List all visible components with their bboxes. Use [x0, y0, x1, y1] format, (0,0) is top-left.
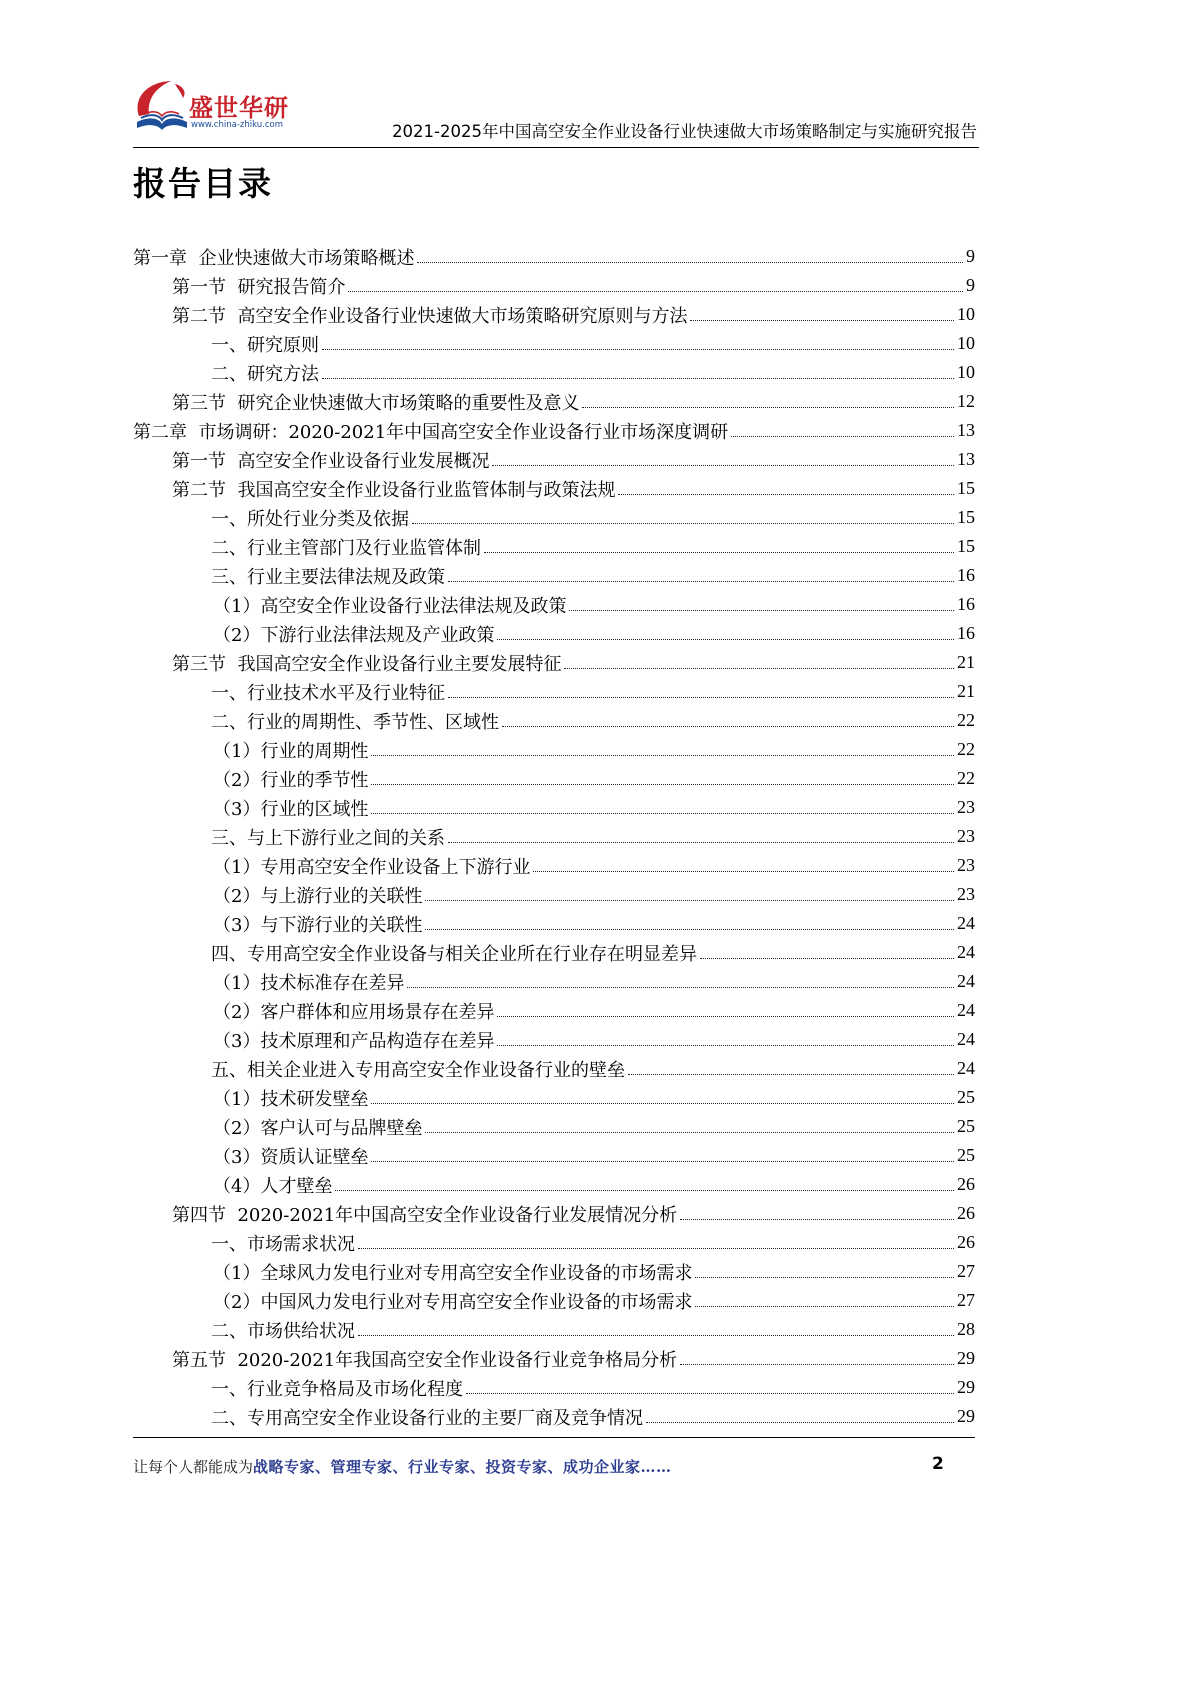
dot-leader — [690, 320, 954, 321]
toc-entry[interactable] — [133, 271, 975, 300]
dot-leader — [695, 1306, 954, 1307]
toc-entry[interactable] — [133, 300, 975, 329]
toc-entry-page-number: 10 — [957, 304, 975, 324]
toc-entry-page-number: 22 — [957, 710, 975, 730]
toc-entry-page-number: 24 — [957, 971, 975, 991]
toc-entry[interactable] — [133, 416, 975, 445]
dot-leader — [371, 813, 954, 814]
toc-entry-page-number: 25 — [957, 1087, 975, 1107]
toc-entry-page-number: 16 — [957, 623, 975, 643]
toc-entry-label: 第一章 企业快速做大市场策略概述 — [133, 247, 415, 269]
toc-entry[interactable] — [133, 1315, 975, 1344]
toc-entry[interactable] — [133, 1344, 975, 1373]
toc-entry-label: 四、专用高空安全作业设备与相关企业所在行业存在明显差异 — [211, 943, 697, 965]
toc-entry-page-number: 24 — [957, 942, 975, 962]
dot-leader — [417, 262, 963, 263]
dot-leader — [497, 1016, 954, 1017]
toc-entry-label: （3）行业的区域性 — [213, 798, 369, 820]
toc-entry[interactable] — [133, 619, 975, 648]
toc-entry-label: （2）客户群体和应用场景存在差异 — [213, 1001, 495, 1023]
toc-entry[interactable] — [133, 590, 975, 619]
toc-entry[interactable] — [133, 880, 975, 909]
toc-entry[interactable] — [133, 938, 975, 967]
toc-entry-page-number: 29 — [957, 1348, 975, 1368]
toc-entry-page-number: 29 — [957, 1377, 975, 1397]
toc-entry-label: （1）技术标准存在差异 — [213, 972, 405, 994]
dot-leader — [497, 1045, 954, 1046]
dot-leader — [425, 929, 954, 930]
toc-entry-label: 一、研究原则 — [211, 334, 319, 356]
toc-entry-label: 二、研究方法 — [211, 363, 319, 385]
toc-entry-label: 第四节 2020-2021年中国高空安全作业设备行业发展情况分析 — [172, 1204, 678, 1226]
toc-entry[interactable] — [133, 561, 975, 590]
dot-leader — [358, 1248, 954, 1249]
toc-entry[interactable] — [133, 1228, 975, 1257]
toc-entry-label: （1）行业的周期性 — [213, 740, 369, 762]
dot-leader — [569, 610, 954, 611]
toc-entry-label: 第二节 高空安全作业设备行业快速做大市场策略研究原则与方法 — [172, 305, 688, 327]
dot-leader — [407, 987, 954, 988]
toc-entry[interactable] — [133, 1402, 975, 1431]
footer-slogan — [133, 1456, 672, 1477]
toc-entry-label: （3）资质认证壁垒 — [213, 1146, 369, 1168]
toc-entry-page-number: 26 — [957, 1203, 975, 1223]
toc-entry-page-number: 15 — [957, 507, 975, 527]
footer-slogan-prefix: 让每个人都能成为 — [133, 1458, 254, 1476]
toc-entry[interactable] — [133, 532, 975, 561]
dot-leader — [448, 581, 954, 582]
toc-entry-label: （1）全球风力发电行业对专用高空安全作业设备的市场需求 — [213, 1262, 693, 1284]
footer-slogan-highlight: 战略专家、管理专家、行业专家、投资专家、成功企业家…… — [253, 1458, 672, 1476]
toc-entry-page-number: 24 — [957, 1000, 975, 1020]
dot-leader — [680, 1364, 954, 1365]
dot-leader — [412, 523, 954, 524]
logo-name: 盛世华研 — [189, 94, 289, 122]
dot-leader — [646, 1422, 954, 1423]
dot-leader — [680, 1219, 954, 1220]
toc-entry-label: （1）高空安全作业设备行业法律法规及政策 — [213, 595, 567, 617]
toc-entry-page-number: 23 — [957, 884, 975, 904]
dot-leader — [371, 1161, 954, 1162]
toc-entry[interactable] — [133, 1286, 975, 1315]
dot-leader — [618, 494, 954, 495]
toc-entry-page-number: 22 — [957, 768, 975, 788]
toc-entry[interactable] — [133, 1199, 975, 1228]
toc-entry-page-number: 23 — [957, 797, 975, 817]
toc-entry-label: 三、行业主要法律法规及政策 — [211, 566, 445, 588]
page-number: 2 — [932, 1454, 944, 1474]
table-of-contents — [133, 242, 975, 1431]
toc-entry-page-number: 23 — [957, 855, 975, 875]
dot-leader — [731, 436, 954, 437]
dot-leader — [335, 1190, 954, 1191]
dot-leader — [371, 1103, 954, 1104]
dot-leader — [425, 1132, 954, 1133]
toc-entry[interactable] — [133, 1025, 975, 1054]
toc-entry-page-number: 13 — [957, 420, 975, 440]
toc-entry[interactable] — [133, 358, 975, 387]
toc-entry[interactable] — [133, 793, 975, 822]
toc-entry[interactable] — [133, 764, 975, 793]
toc-entry-page-number: 15 — [957, 536, 975, 556]
toc-entry-label: （2）与上游行业的关联性 — [213, 885, 423, 907]
dot-leader — [533, 871, 954, 872]
dot-leader — [358, 1335, 954, 1336]
toc-entry[interactable] — [133, 967, 975, 996]
toc-entry-label: （3）与下游行业的关联性 — [213, 914, 423, 936]
toc-entry-label: 一、行业竞争格局及市场化程度 — [211, 1378, 463, 1400]
toc-entry-label: 二、专用高空安全作业设备行业的主要厂商及竞争情况 — [211, 1407, 643, 1429]
dot-leader — [564, 668, 954, 669]
report-title: 2021-2025年中国高空安全作业设备行业快速做大市场策略制定与实施研究报告 — [392, 122, 977, 141]
toc-entry-page-number: 21 — [957, 681, 975, 701]
toc-entry-page-number: 22 — [957, 739, 975, 759]
toc-entry-label: 一、所处行业分类及依据 — [211, 508, 409, 530]
dot-leader — [448, 842, 954, 843]
toc-entry[interactable] — [133, 822, 975, 851]
footer-divider — [133, 1437, 975, 1438]
toc-entry-label: 二、市场供给状况 — [211, 1320, 355, 1342]
toc-entry-page-number: 26 — [957, 1232, 975, 1252]
toc-entry[interactable] — [133, 387, 975, 416]
toc-entry[interactable] — [133, 1083, 975, 1112]
dot-leader — [628, 1074, 954, 1075]
toc-entry-page-number: 23 — [957, 826, 975, 846]
toc-entry[interactable] — [133, 677, 975, 706]
dot-leader — [582, 407, 954, 408]
toc-entry-page-number: 28 — [957, 1319, 975, 1339]
toc-entry-label: 第二章 市场调研：2020-2021年中国高空安全作业设备行业市场深度调研 — [133, 421, 729, 443]
toc-entry[interactable] — [133, 1373, 975, 1402]
dot-leader — [492, 465, 954, 466]
toc-entry[interactable] — [133, 474, 975, 503]
toc-entry-label: 第三节 我国高空安全作业设备行业主要发展特征 — [172, 653, 562, 675]
toc-entry[interactable] — [133, 1112, 975, 1141]
logo-url: www.china-zhiku.com — [191, 120, 283, 130]
dot-leader — [448, 697, 954, 698]
dot-leader — [695, 1277, 954, 1278]
dot-leader — [371, 784, 954, 785]
toc-entry-page-number: 27 — [957, 1261, 975, 1281]
toc-entry-page-number: 16 — [957, 594, 975, 614]
dot-leader — [322, 378, 954, 379]
toc-entry-page-number: 25 — [957, 1116, 975, 1136]
toc-entry[interactable] — [133, 242, 975, 271]
toc-entry[interactable] — [133, 445, 975, 474]
logo-emblem-icon — [131, 78, 191, 136]
toc-entry[interactable] — [133, 1257, 975, 1286]
toc-entry-label: （1）技术研发壁垒 — [213, 1088, 369, 1110]
toc-entry-page-number: 15 — [957, 478, 975, 498]
toc-entry[interactable] — [133, 648, 975, 677]
toc-entry[interactable] — [133, 735, 975, 764]
toc-entry[interactable] — [133, 1054, 975, 1083]
toc-entry-label: 二、行业主管部门及行业监管体制 — [211, 537, 481, 559]
toc-entry-label: 一、行业技术水平及行业特征 — [211, 682, 445, 704]
toc-entry-page-number: 9 — [966, 275, 975, 295]
toc-entry-label: （2）行业的季节性 — [213, 769, 369, 791]
dot-leader — [322, 349, 954, 350]
toc-entry-page-number: 25 — [957, 1145, 975, 1165]
page-title: 报告目录 — [133, 164, 273, 203]
toc-entry[interactable] — [133, 996, 975, 1025]
toc-entry-page-number: 26 — [957, 1174, 975, 1194]
toc-entry-page-number: 12 — [957, 391, 975, 411]
toc-entry-label: 第二节 我国高空安全作业设备行业监管体制与政策法规 — [172, 479, 616, 501]
toc-entry-label: 第五节 2020-2021年我国高空安全作业设备行业竞争格局分析 — [172, 1349, 678, 1371]
toc-entry[interactable] — [133, 1170, 975, 1199]
toc-entry-page-number: 9 — [966, 246, 975, 266]
toc-entry-label: 三、与上下游行业之间的关系 — [211, 827, 445, 849]
toc-entry-label: （2）下游行业法律法规及产业政策 — [213, 624, 495, 646]
toc-entry-label: 二、行业的周期性、季节性、区域性 — [211, 711, 499, 733]
dot-leader — [484, 552, 954, 553]
toc-entry-label: （2）客户认可与品牌壁垒 — [213, 1117, 423, 1139]
toc-entry-label: 第一节 研究报告简介 — [172, 276, 346, 298]
toc-entry-page-number: 24 — [957, 913, 975, 933]
dot-leader — [502, 726, 954, 727]
header-divider — [133, 147, 979, 148]
toc-entry-label: （1）专用高空安全作业设备上下游行业 — [213, 856, 531, 878]
toc-entry-page-number: 29 — [957, 1406, 975, 1426]
toc-entry-page-number: 27 — [957, 1290, 975, 1310]
toc-entry[interactable] — [133, 706, 975, 735]
toc-entry[interactable] — [133, 909, 975, 938]
toc-entry-page-number: 10 — [957, 362, 975, 382]
toc-entry-page-number: 13 — [957, 449, 975, 469]
toc-entry-label: 第一节 高空安全作业设备行业发展概况 — [172, 450, 490, 472]
toc-entry-page-number: 21 — [957, 652, 975, 672]
toc-entry[interactable] — [133, 329, 975, 358]
toc-entry-label: （4）人才壁垒 — [213, 1175, 333, 1197]
toc-entry-label: 一、市场需求状况 — [211, 1233, 355, 1255]
toc-entry-page-number: 16 — [957, 565, 975, 585]
dot-leader — [700, 958, 954, 959]
dot-leader — [497, 639, 954, 640]
toc-entry[interactable] — [133, 503, 975, 532]
dot-leader — [371, 755, 954, 756]
toc-entry-page-number: 10 — [957, 333, 975, 353]
toc-entry[interactable] — [133, 851, 975, 880]
toc-entry[interactable] — [133, 1141, 975, 1170]
dot-leader — [466, 1393, 954, 1394]
dot-leader — [348, 291, 963, 292]
toc-entry-page-number: 24 — [957, 1029, 975, 1049]
toc-entry-page-number: 24 — [957, 1058, 975, 1078]
toc-entry-label: （2）中国风力发电行业对专用高空安全作业设备的市场需求 — [213, 1291, 693, 1313]
toc-entry-label: （3）技术原理和产品构造存在差异 — [213, 1030, 495, 1052]
toc-entry-label: 五、相关企业进入专用高空安全作业设备行业的壁垒 — [211, 1059, 625, 1081]
toc-entry-label: 第三节 研究企业快速做大市场策略的重要性及意义 — [172, 392, 580, 414]
dot-leader — [425, 900, 954, 901]
